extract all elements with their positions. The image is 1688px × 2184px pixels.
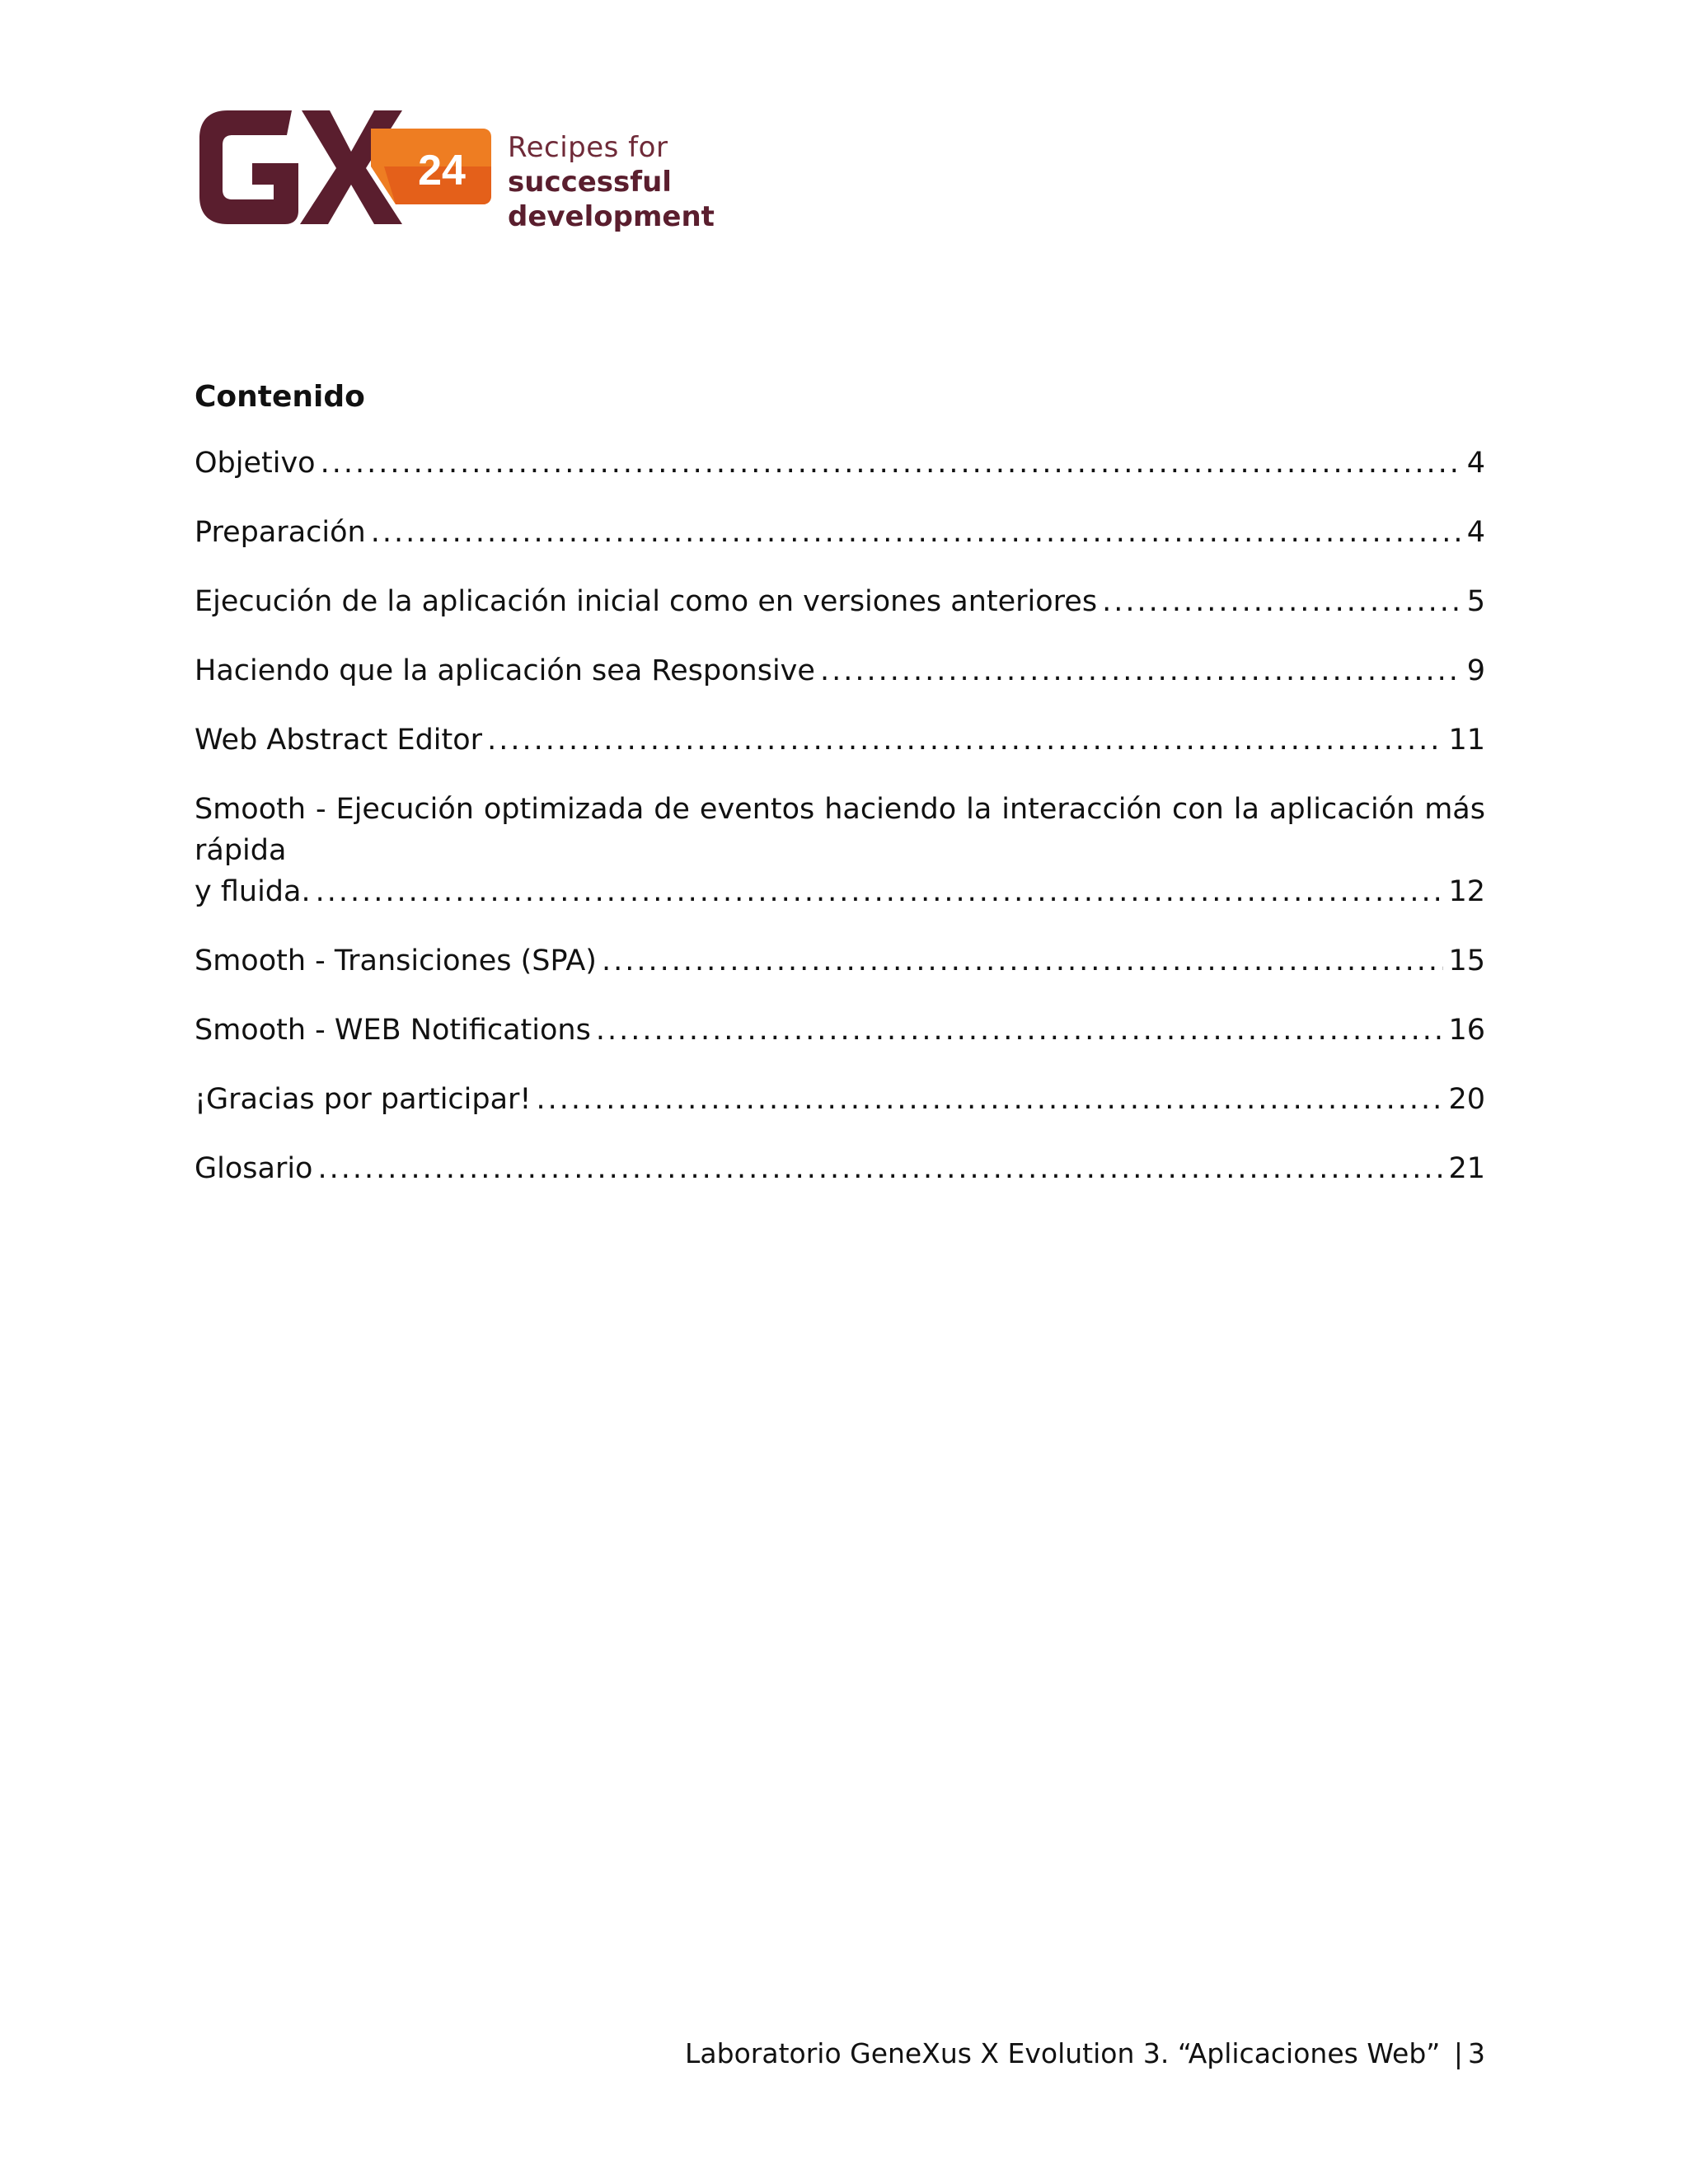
dot-leader [487, 719, 1443, 761]
toc-entry-title: Ejecución de la aplicación inicial como en versiones anteriores [195, 585, 1098, 618]
dot-leader [371, 512, 1462, 553]
toc-entry-title: Web Abstract Editor [195, 724, 483, 757]
toc-entry-smooth-eventos[interactable] [195, 789, 1485, 912]
toc-entry-title-line1: Smooth - Ejecución optimizada de eventos haciendo la interacción con la aplicación más rápida [195, 793, 1485, 867]
gx24-logo-mark [195, 105, 491, 229]
logo-tagline [508, 130, 854, 234]
toc-entry-page: 11 [1448, 724, 1485, 757]
toc-heading: Contenido [195, 380, 365, 414]
toc-entry-glosario[interactable] [195, 1148, 1485, 1189]
toc-entry-page: 9 [1466, 654, 1485, 687]
toc-entry-responsive[interactable] [195, 650, 1485, 691]
dot-leader [820, 650, 1462, 691]
toc-entry-page: 21 [1448, 1152, 1485, 1185]
toc-entry-smooth-notifications[interactable] [195, 1010, 1485, 1051]
tagline-line1: Recipes for [508, 131, 668, 164]
gx24-logo [195, 105, 854, 233]
toc-entry-title: Smooth - Transiciones (SPA) [195, 944, 597, 977]
toc-entry-page: 20 [1448, 1083, 1485, 1116]
toc-entry-web-abstract-editor[interactable] [195, 719, 1485, 761]
toc-entry-preparacion[interactable] [195, 512, 1485, 553]
toc-entry-title: Preparación [195, 516, 366, 549]
dot-leader [317, 1148, 1443, 1189]
footer-text: Laboratorio GeneXus X Evolution 3. “Aplicaciones Web” [685, 2037, 1441, 2069]
toc-entry-title: Smooth - WEB Notifications [195, 1014, 591, 1047]
toc-entry-page: 12 [1448, 875, 1485, 908]
toc-entry-page: 15 [1448, 944, 1485, 977]
footer-separator: | [1453, 2037, 1463, 2069]
toc-entry-ejecucion[interactable] [195, 581, 1485, 622]
toc-entry-gracias[interactable] [195, 1079, 1485, 1120]
tagline-line2: successful development [508, 166, 715, 233]
dot-leader [321, 443, 1462, 484]
dot-leader [536, 1079, 1443, 1120]
badge-number: 24 [418, 147, 466, 194]
toc-entry-title: Glosario [195, 1152, 313, 1185]
table-of-contents [195, 375, 1485, 1217]
toc-entry-title-line2: y fluida. [195, 875, 311, 908]
toc-entry-page: 16 [1448, 1014, 1485, 1047]
page-footer [685, 2037, 1485, 2069]
footer-page-number: 3 [1468, 2037, 1485, 2069]
toc-entry-page: 4 [1466, 516, 1485, 549]
toc-entry-smooth-transiciones[interactable] [195, 940, 1485, 982]
toc-entry-title: ¡Gracias por participar! [195, 1083, 532, 1116]
dot-leader [316, 871, 1444, 912]
toc-entry-title: Haciendo que la aplicación sea Responsive [195, 654, 815, 687]
dot-leader [1102, 581, 1462, 622]
dot-leader [602, 940, 1444, 982]
toc-entry-page: 5 [1466, 585, 1485, 618]
dot-leader [596, 1010, 1444, 1051]
toc-entry-page: 4 [1466, 447, 1485, 480]
toc-entry-title: Objetivo [195, 447, 316, 480]
toc-entry-objetivo[interactable] [195, 443, 1485, 484]
